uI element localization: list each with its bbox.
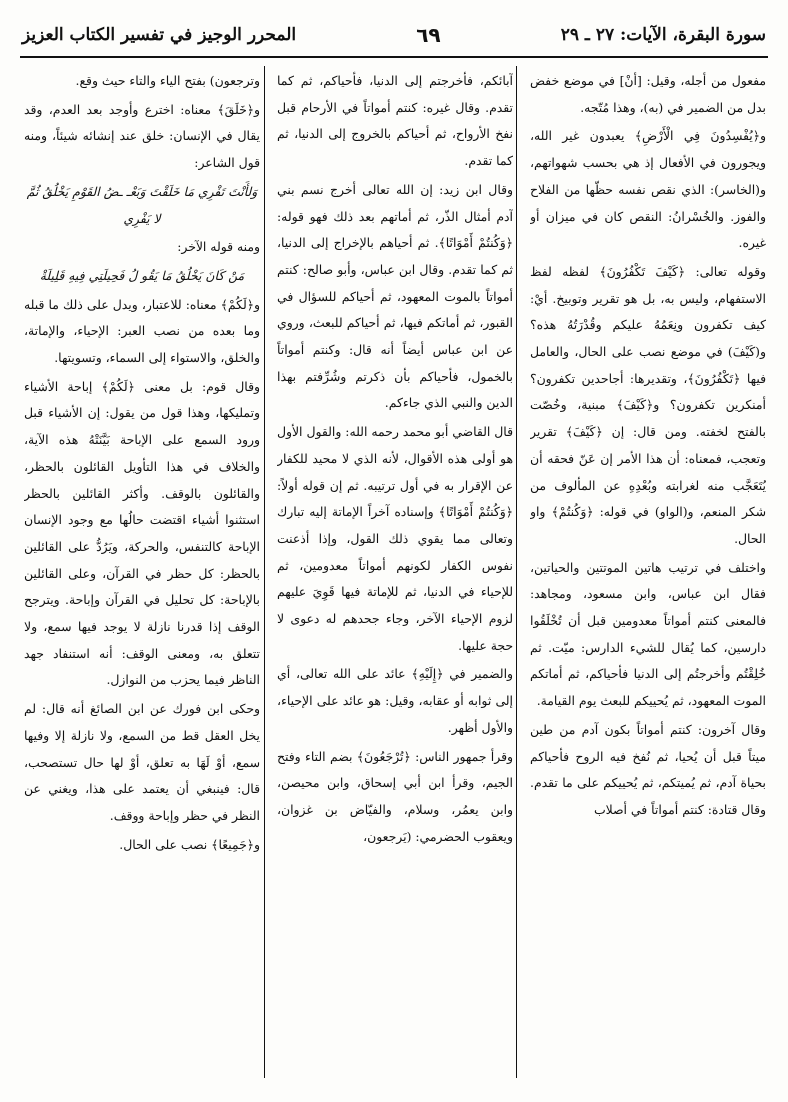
column-divider bbox=[264, 66, 265, 1078]
paragraph: و﴿يُفْسِدُونَ فِي الْأَرْضِ﴾ يعبدون غير الله، ويجورون في الأفعال إذ هي بحسب شهواتهم، و(الخاسر): الذي نقص نفسه حظّها من الفلاح والفوز. والخُسْرانُ: النقص كان في ميزان أو غيره. bbox=[530, 128, 766, 251]
paragraph: وقرأ جمهور الناس: ﴿تُرْجَعُونَ﴾ بضم التاء وفتح الجيم، وقرأ ابن أبي إسحاق، وابن محيصن، وابن يعمُر، وسلام، والفيّاض بن غزوان، ويعقوب الحضرمي: (يَرجعون، bbox=[277, 748, 513, 844]
paragraph: وقال ابن زيد: إن الله تعالى أخرج نسم بني آدم أمثال الذّر، ثم أماتهم بعد ذلك فهو قوله: ﴿وَكُنتُمْ أَمْوَاتًا﴾. ثم أحياهم بالإخراج إلى الدنيا، ثم كما تقدم. وقال ابن عباس، وأبو صالح: كنتم أمواتاً بالموت المعهود، ثم أحياكم للسؤال في القبور، ثم أماتكم فيها، ثم أحياكم للبعث، وروي عن ابن عباس أيضاً أنه قال: وكنتم أمواتاً بالخمول، فأحياكم بأن ذكرتم وشُرِّفتم بهذا الدين والنبي الذي جاءكم. bbox=[277, 181, 513, 411]
paragraph: وقال قوم: بل معنى ﴿لَكُمْ﴾ إباحة الأشياء وتمليكها، وهذا قول من يقول: إن الأشياء قبل ورود السمع على الإباحة بَيَّنَتْهُ هذه الآية، والخلاف في هذا التأويل القائلون بالحظر، والقائلون بالوقف. وأكثر القائلين بالحظر استثنوا أشياء اقتضت حالُها مع وجود الإنسان الإباحة كالتنفس، والحركة، ويَرُدُّ على القائلين بالحظر: كل حظر في القرآن، وعلى القائلين بالإباحة: كل تحليل في القرآن وإباحة. ويترجح الوقف إذا قدرنا نازلة لا يوجد فيها سمع، ولا تتعلق به، ومعنى الوقف: أنه استنفاد جهد الناظر فيما يحزب من النوازل. bbox=[24, 378, 260, 688]
paragraph: وقال آخرون: كنتم أمواتاً بكون آدم من طين ميتاً قبل أن يُحيا، ثم نُفخ فيه الروح فأحياكم بحياة آدم، ثم يُميتكم، ثم يُحييكم على ما تقدم. وقال قتادة: كنتم أمواتاً في أصلاب bbox=[530, 721, 766, 817]
column-divider bbox=[516, 66, 517, 1078]
paragraph: و﴿خَلَقَ﴾ معناه: اخترع وأوجد بعد العدم، وقد يقال في الإنسان: خلق عند إنشائه شيئاً، ومنه قول الشاعر: bbox=[24, 101, 260, 171]
header-rule bbox=[20, 56, 768, 58]
paragraph: ومنه قوله الآخر: bbox=[177, 239, 260, 255]
paragraph: مفعول من أجله، وقيل: [أنْ] في موضع خفض بدل من الضمير في (به)، وهذا مُتّجه. bbox=[530, 73, 766, 115]
paragraph: و﴿جَمِيعًا﴾ نصب على الحال. bbox=[119, 836, 260, 852]
text-column-middle bbox=[277, 68, 513, 1078]
paragraph: قال القاضي أبو محمد رحمه الله: والقول الأول هو أولى هذه الأقوال، لأنه الذي لا محيد للكفار عن الإقرار به في أول ترتيبه. ثم إن قوله أولاً: ﴿وَكُنتُمْ أَمْوَاتًا﴾ وإسناده آخراً الإماتة إليه تبارك وتعالى مما يقوي ذلك القول، وإذا أذعنت نفوس الكفار لكونهم أمواتاً معدومين، ثم للإحياء في الدنيا، ثم للإماتة فيها قَوِيَ عليهم لزوم الإحياء الآخر، وجاء جحدهم له دعوى لا حجة عليها. bbox=[277, 424, 513, 653]
paragraph: آبائكم، فأخرجتم إلى الدنيا، فأحياكم، ثم كما تقدم. وقال غيره: كنتم أمواتاً في الأرحام قبل نفخ الأرواح، ثم أحياكم بالخروج إلى الدنيا، ثم كما تقدم. bbox=[277, 73, 513, 169]
paragraph: واختلف في ترتيب هاتين الموتتين والحياتين، فقال ابن عباس، وابن مسعود، ومجاهد: فالمعنى كنتم أمواتاً معدومين قبل أن تُخْلَقُوا دارسين، كما يُقال للشيء الدارس: ميّت. ثم خُلِقْتُم وأخرجتُم إلى الدنيا فأحياكم، ثم أماتكم الموت المعهود، ثم يُحييكم للبعث يوم القيامة. bbox=[530, 559, 766, 709]
paragraph: وحكى ابن فورك عن ابن الصائغ أنه قال: لم يخل العقل قط من السمع، ولا نازلة إلا وفيها سمع، أوْ لَهَا به تعلق، أوْ لها حال تستصحب، قال: فينبغي أن يعتمد على هذا، ويغني عن النظر في حظر وإباحة ووقف. bbox=[24, 701, 260, 823]
paragraph: وترجعون) بفتح الياء والتاء حيث وقع. bbox=[75, 73, 260, 88]
surah-verse-title: سورة البقرة، الآيات: ٢٧ ـ ٢٩ bbox=[560, 25, 766, 45]
text-column-left bbox=[24, 68, 260, 1078]
paragraph: وقوله تعالى: ﴿كَيْفَ تَكْفُرُونَ﴾ لفظه لفظ الاستفهام، وليس به، بل هو تقرير وتوبيخ. أيْ: كيف تكفرون ونِعَمُهُ عليكم وقُدْرَتُهُ هذه؟ و(كَيْفَ) في موضع نصب على الحال، والعامل فيها ﴿تَكْفُرُونَ﴾، وتقديرها: أجاحدين تكفرون؟ أمنكرين تكفرون؟ و﴿كَيْفَ﴾ مبنية، وخُصّت بالفتح لخفته. ومن قال: إن ﴿كَيْفَ﴾ تقرير وتعجب، فمعناه: أن هذا الأمر إن عَنّ فحقه أن يُتَعَجَّب منه لغرابته وبُعْدِهِ عن المألوف من شكر المنعم، و(الواو) في قوله: ﴿وَكُنتُمْ﴾ واو الحال. bbox=[530, 263, 766, 546]
text-column-right bbox=[530, 68, 766, 1078]
page-number: ٦٩ bbox=[416, 23, 441, 47]
page-header bbox=[22, 18, 766, 52]
paragraph: والضمير في ﴿إِلَيْهِ﴾ عائد على الله تعالى، أي إلى ثوابه أو عقابه، وقيل: هو عائد على الإحياء، والأول أظهر. bbox=[277, 666, 513, 735]
poem-verse: مَنْ كَانَ يَخْلُقُ مَا يَقُو لُ فَحِيلَتِي فِيهِ قَلِيلَةْ bbox=[39, 267, 245, 283]
paragraph: و﴿لَكُمْ﴾ معناه: للاعتبار، ويدل على ذلك ما قبله وما بعده من نصب العبر: الإحياء، والإماتة، والخلق، والاستواء إلى السماء، وتسويتها. bbox=[24, 296, 260, 366]
book-title: المحرر الوجيز في تفسير الكتاب العزيز bbox=[22, 25, 297, 45]
poem-verse: وَلأَنْتَ تَفْرِي مَا خَلَقْتَ وَبَعْـ ـضُ القَوْمِ يَخْلُقُ ثُمَّ لا يَفْرِي bbox=[26, 183, 258, 226]
